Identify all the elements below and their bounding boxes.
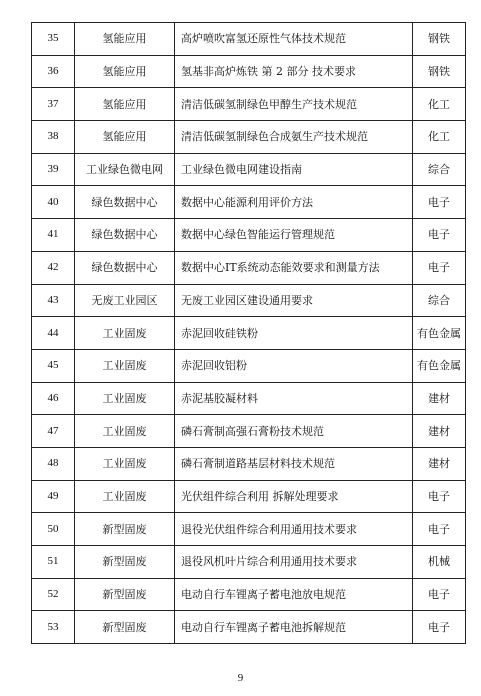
row-number-cell: 41 — [32, 219, 75, 252]
row-number-cell: 46 — [32, 382, 75, 415]
standard-title-cell: 氢基非高炉炼铁 第 2 部分 技术要求 — [175, 55, 413, 88]
industry-cell: 电子 — [413, 219, 466, 252]
category-cell: 氢能应用 — [75, 55, 175, 88]
industry-cell: 电子 — [413, 480, 466, 513]
row-number-cell: 42 — [32, 251, 75, 284]
standard-title-cell: 清洁低碳氢制绿色甲醇生产技术规范 — [175, 88, 413, 121]
industry-cell: 钢铁 — [413, 23, 466, 56]
industry-cell: 有色金属 — [413, 349, 466, 382]
table-row — [32, 284, 466, 317]
standard-title-cell: 赤泥基胶凝材料 — [175, 382, 413, 415]
industry-cell: 电子 — [413, 611, 466, 644]
industry-cell: 建材 — [413, 382, 466, 415]
row-number-cell: 52 — [32, 578, 75, 611]
table-row — [32, 219, 466, 252]
table-row — [32, 251, 466, 284]
row-number-cell: 40 — [32, 186, 75, 219]
category-cell: 氢能应用 — [75, 23, 175, 56]
table-row — [32, 55, 466, 88]
standard-title-cell: 高炉喷吹富氢还原性气体技术规范 — [175, 23, 413, 56]
standard-title-cell: 数据中心绿色智能运行管理规范 — [175, 219, 413, 252]
standard-title-cell: 赤泥回收硅铁粉 — [175, 317, 413, 350]
standard-title-cell: 电动自行车锂离子蓄电池放电规范 — [175, 578, 413, 611]
category-cell: 氢能应用 — [75, 88, 175, 121]
table-row — [32, 382, 466, 415]
row-number-cell: 49 — [32, 480, 75, 513]
industry-cell: 化工 — [413, 121, 466, 154]
row-number-cell: 53 — [32, 611, 75, 644]
industry-cell: 电子 — [413, 251, 466, 284]
row-number-cell: 51 — [32, 546, 75, 579]
category-cell: 工业固废 — [75, 382, 175, 415]
category-cell: 新型固废 — [75, 578, 175, 611]
table-row — [32, 415, 466, 448]
page-number: 9 — [237, 672, 244, 684]
category-cell: 新型固废 — [75, 546, 175, 579]
standard-title-cell: 数据中心能源利用评价方法 — [175, 186, 413, 219]
table-body — [32, 23, 466, 644]
row-number-cell: 44 — [32, 317, 75, 350]
standard-title-cell: 退役风机叶片综合利用通用技术要求 — [175, 546, 413, 579]
category-cell: 氢能应用 — [75, 121, 175, 154]
table-row — [32, 480, 466, 513]
standard-title-cell: 数据中心IT系统动态能效要求和测量方法 — [175, 251, 413, 284]
standard-title-cell: 工业绿色微电网建设指南 — [175, 153, 413, 186]
table-row — [32, 153, 466, 186]
industry-cell: 电子 — [413, 186, 466, 219]
standard-title-cell: 无废工业园区建设通用要求 — [175, 284, 413, 317]
category-cell: 工业固废 — [75, 447, 175, 480]
industry-cell: 综合 — [413, 153, 466, 186]
standard-title-cell: 电动自行车锂离子蓄电池拆解规范 — [175, 611, 413, 644]
category-cell: 新型固废 — [75, 513, 175, 546]
table-row — [32, 611, 466, 644]
table-row — [32, 121, 466, 154]
category-cell: 工业绿色微电网 — [75, 153, 175, 186]
table-row — [32, 578, 466, 611]
table-row — [32, 186, 466, 219]
table-row — [32, 447, 466, 480]
row-number-cell: 36 — [32, 55, 75, 88]
row-number-cell: 43 — [32, 284, 75, 317]
category-cell: 无废工业园区 — [75, 284, 175, 317]
industry-cell: 有色金属 — [413, 317, 466, 350]
industry-cell: 电子 — [413, 513, 466, 546]
standard-title-cell: 赤泥回收铝粉 — [175, 349, 413, 382]
standard-title-cell: 光伏组件综合利用 拆解处理要求 — [175, 480, 413, 513]
standard-title-cell: 清洁低碳氢制绿色合成氨生产技术规范 — [175, 121, 413, 154]
category-cell: 工业固废 — [75, 317, 175, 350]
standard-title-cell: 退役光伏组件综合利用通用技术要求 — [175, 513, 413, 546]
table-row — [32, 546, 466, 579]
row-number-cell: 50 — [32, 513, 75, 546]
table-row — [32, 317, 466, 350]
table-row — [32, 88, 466, 121]
category-cell: 绿色数据中心 — [75, 219, 175, 252]
row-number-cell: 45 — [32, 349, 75, 382]
row-number-cell: 38 — [32, 121, 75, 154]
row-number-cell: 48 — [32, 447, 75, 480]
industry-cell: 建材 — [413, 447, 466, 480]
category-cell: 绿色数据中心 — [75, 186, 175, 219]
category-cell: 工业固废 — [75, 415, 175, 448]
row-number-cell: 47 — [32, 415, 75, 448]
table-row — [32, 513, 466, 546]
standard-title-cell: 磷石膏制高强石膏粉技术规范 — [175, 415, 413, 448]
row-number-cell: 35 — [32, 23, 75, 56]
industry-cell: 电子 — [413, 578, 466, 611]
row-number-cell: 39 — [32, 153, 75, 186]
table-row — [32, 23, 466, 56]
industry-cell: 综合 — [413, 284, 466, 317]
table-row — [32, 349, 466, 382]
standard-title-cell: 磷石膏制道路基层材料技术规范 — [175, 447, 413, 480]
category-cell: 绿色数据中心 — [75, 251, 175, 284]
category-cell: 工业固废 — [75, 480, 175, 513]
industry-cell: 化工 — [413, 88, 466, 121]
industry-cell: 机械 — [413, 546, 466, 579]
row-number-cell: 37 — [32, 88, 75, 121]
industry-cell: 建材 — [413, 415, 466, 448]
category-cell: 新型固废 — [75, 611, 175, 644]
industry-cell: 钢铁 — [413, 55, 466, 88]
category-cell: 工业固废 — [75, 349, 175, 382]
standards-table — [31, 22, 466, 644]
